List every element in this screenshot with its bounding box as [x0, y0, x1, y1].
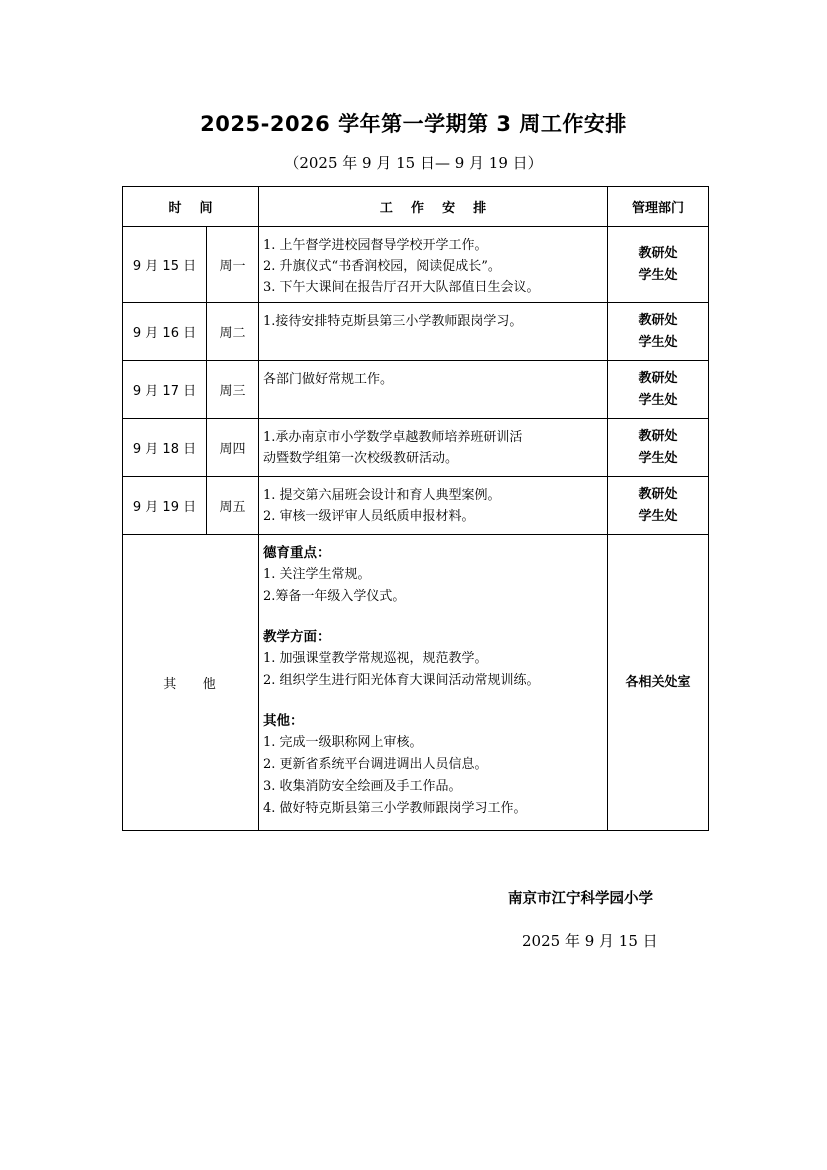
table-row [123, 361, 709, 419]
header-dept: 管理部门 [608, 187, 709, 227]
dept-cell [608, 419, 709, 477]
dept-cell [608, 477, 709, 535]
other-dept-cell: 各相关处室 [608, 535, 709, 831]
date-cell: 9 月 17 日 [123, 361, 207, 419]
weekday-cell: 周四 [207, 419, 259, 477]
work-item: 1. 提交第六届班会设计和育人典型案例。 [263, 488, 501, 503]
table-row [123, 303, 709, 361]
section-item: 3. 收集消防安全绘画及手工作品。 [263, 779, 462, 794]
section-gap [263, 692, 605, 710]
work-item: 1.接待安排特克斯县第三小学教师跟岗学习。 [263, 314, 523, 329]
work-item: 1.承办南京市小学数学卓越教师培养班研训活 [263, 430, 523, 445]
table-row [123, 227, 709, 303]
weekday-cell: 周一 [207, 227, 259, 303]
section-heading: 其他： [263, 713, 304, 729]
weekday-cell: 周三 [207, 361, 259, 419]
dept-name: 教研处 [638, 245, 678, 261]
footer-date: 2025 年 9 月 15 日 [522, 932, 658, 950]
header-time: 时 间 [123, 187, 259, 227]
work-item: 2. 升旗仪式“书香润校园，阅读促成长”。 [263, 259, 501, 274]
weekday-cell: 周二 [207, 303, 259, 361]
table-header-row [123, 187, 709, 227]
date-cell: 9 月 19 日 [123, 477, 207, 535]
section-heading: 德育重点： [263, 545, 331, 561]
work-cell [259, 227, 608, 303]
work-cell [259, 419, 608, 477]
work-item: 各部门做好常规工作。 [263, 372, 394, 387]
section-item: 2. 组织学生进行阳光体育大课间活动常规训练。 [263, 673, 540, 688]
section-item: 4. 做好特克斯县第三小学教师跟岗学习工作。 [263, 801, 527, 816]
dept-name: 学生处 [638, 508, 678, 524]
schedule-table [122, 186, 709, 831]
other-label: 其 他 [123, 535, 259, 831]
section-heading: 教学方面： [263, 629, 331, 645]
work-item: 2. 审核一级评审人员纸质申报材料。 [263, 509, 475, 524]
dept-name: 教研处 [638, 370, 678, 386]
section-item: 1. 关注学生常规。 [263, 567, 371, 582]
dept-name: 教研处 [638, 428, 678, 444]
dept-name: 教研处 [638, 486, 678, 502]
section-item: 2. 更新省系统平台调进调出人员信息。 [263, 757, 488, 772]
other-work-cell [259, 535, 608, 831]
table-row [123, 477, 709, 535]
dept-cell [608, 361, 709, 419]
work-cell [259, 361, 608, 419]
section-item: 1. 完成一级职称网上审核。 [263, 735, 423, 750]
weekday-cell: 周五 [207, 477, 259, 535]
work-item: 动暨数学组第一次校级教研活动。 [263, 451, 459, 466]
work-item: 1. 上午督学进校园督导学校开学工作。 [263, 238, 488, 253]
date-cell: 9 月 16 日 [123, 303, 207, 361]
date-cell: 9 月 18 日 [123, 419, 207, 477]
dept-cell [608, 303, 709, 361]
dept-name: 教研处 [638, 312, 678, 328]
dept-name: 学生处 [638, 267, 678, 283]
table-row [123, 419, 709, 477]
work-item: 3. 下午大课间在报告厅召开大队部值日生会议。 [263, 280, 540, 295]
dept-cell [608, 227, 709, 303]
footer-school-name: 南京市江宁科学园小学 [508, 891, 653, 907]
section-item: 2.筹备一年级入学仪式。 [263, 589, 406, 604]
table-row-other [123, 535, 709, 831]
dept-name: 学生处 [638, 450, 678, 466]
section-gap [263, 608, 605, 626]
date-cell: 9 月 15 日 [123, 227, 207, 303]
document-title: 2025-2026 学年第一学期第 3 周工作安排 [200, 112, 627, 136]
dept-name: 学生处 [638, 334, 678, 350]
dept-name: 学生处 [638, 392, 678, 408]
section-item: 1. 加强课堂教学常规巡视，规范教学。 [263, 651, 488, 666]
work-cell [259, 303, 608, 361]
document-subtitle: （2025 年 9 月 15 日— 9 月 19 日） [284, 154, 543, 172]
work-cell [259, 477, 608, 535]
header-work: 工 作 安 排 [259, 187, 608, 227]
